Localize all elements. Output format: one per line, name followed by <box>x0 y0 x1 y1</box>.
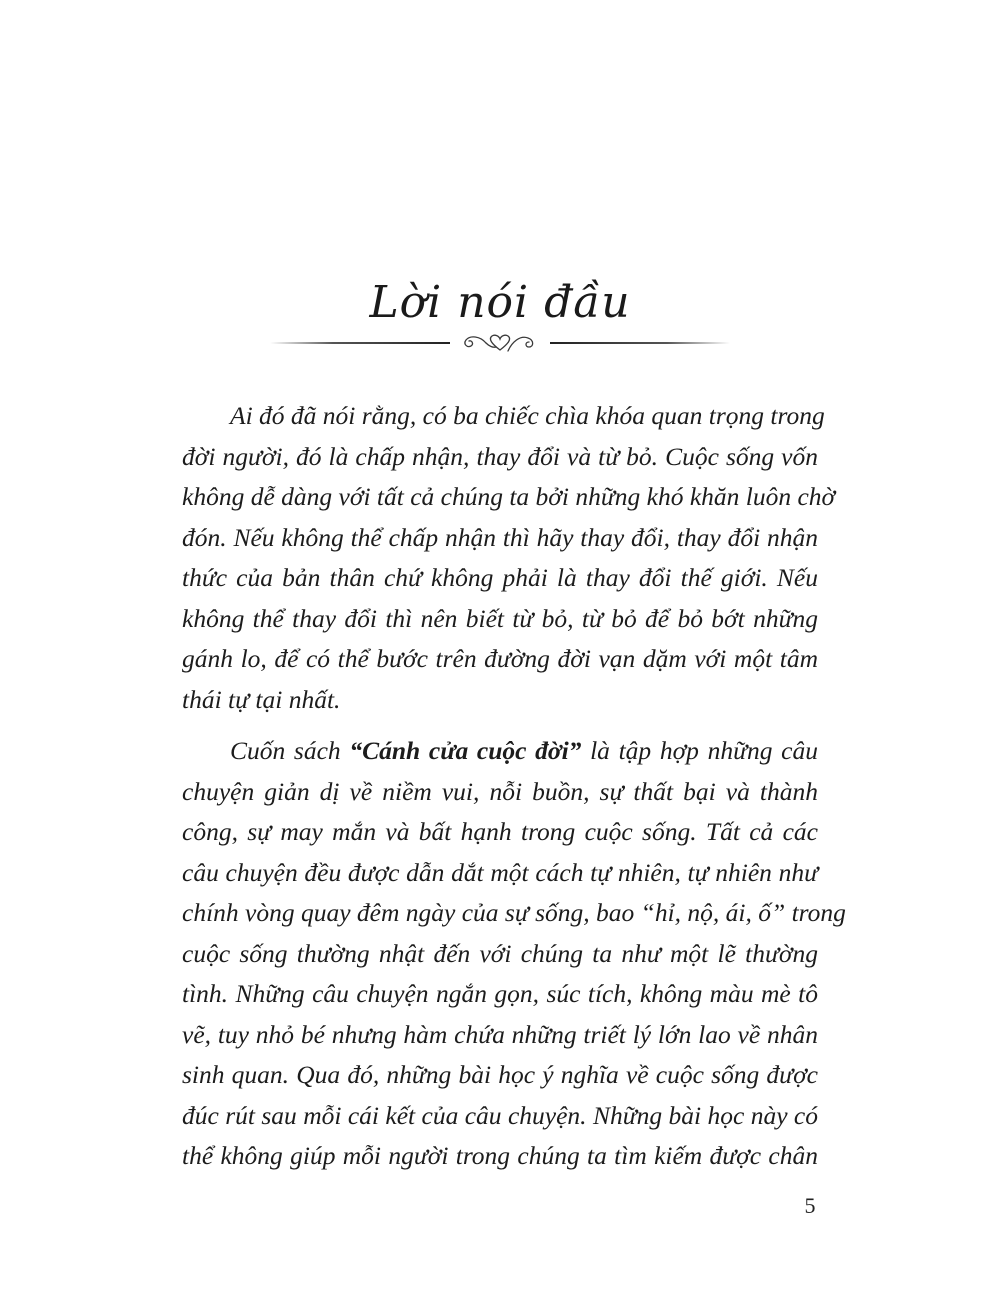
book-title: “Cánh cửa cuộc đời” <box>349 736 582 765</box>
ornament-scroll-heart-icon <box>458 330 542 356</box>
text-line: Ai đó đã nói rằng, có ba chiếc chìa khóa quan trọng trong <box>230 401 825 430</box>
text-line: thể không giúp mỗi người trong chúng ta tìm kiếm được chân <box>182 1141 818 1170</box>
text-line: đón. Nếu không thể chấp nhận thì hãy thay đổi, thay đổi nhận <box>182 522 818 552</box>
text-line: đời người, đó là chấp nhận, thay đổi và từ bỏ. Cuộc sống vốn <box>182 441 818 471</box>
preface-body <box>182 396 846 1177</box>
text-line-with-book-title <box>182 731 818 772</box>
text-line: chuyện giản dị về niềm vui, nỗi buồn, sự thất bại và thành <box>182 776 818 806</box>
text-line: thái tự tại nhất. <box>182 684 341 714</box>
chapter-title: Lời nói đầu <box>369 277 631 328</box>
text-fragment: là tập hợp những câu <box>581 736 818 765</box>
paragraph-2 <box>182 731 846 1177</box>
divider-line-right <box>550 342 730 344</box>
text-line: đúc rút sau mỗi cái kết của câu chuyện. Những bài học này có <box>182 1100 818 1130</box>
text-line: công, sự may mắn và bất hạnh trong cuộc sống. Tất cả các <box>182 817 818 846</box>
text-line: thức của bản thân chứ không phải là thay đổi thế giới. Nếu <box>182 563 818 592</box>
paragraph-1 <box>182 396 836 720</box>
text-line: chính vòng quay đêm ngày của sự sống, bao “hỉ, nộ, ái, ố” trong <box>182 898 846 927</box>
text-line: không thể thay đổi thì nên biết từ bỏ, từ bỏ để bỏ bớt những <box>182 603 818 633</box>
text-line: cuộc sống thường nhật đến với chúng ta như một lẽ thường <box>182 938 818 968</box>
text-line: sinh quan. Qua đó, những bài học ý nghĩa về cuộc sống được <box>182 1060 818 1089</box>
page-number: 5 <box>804 1193 816 1218</box>
title-divider <box>270 330 730 356</box>
divider-line-left <box>270 342 450 344</box>
text-fragment: Cuốn sách <box>230 736 350 765</box>
text-line: vẽ, tuy nhỏ bé nhưng hàm chứa những triết lý lớn lao về nhân <box>182 1019 818 1049</box>
text-line: tình. Những câu chuyện ngắn gọn, súc tích, không màu mè tô <box>182 979 818 1008</box>
text-line: không dễ dàng với tất cả chúng ta bởi những khó khăn luôn chờ <box>182 482 836 511</box>
text-line: câu chuyện đều được dẫn dắt một cách tự nhiên, tự nhiên như <box>182 857 818 887</box>
text-line: gánh lo, để có thể bước trên đường đời vạn dặm với một tâm <box>182 644 818 673</box>
